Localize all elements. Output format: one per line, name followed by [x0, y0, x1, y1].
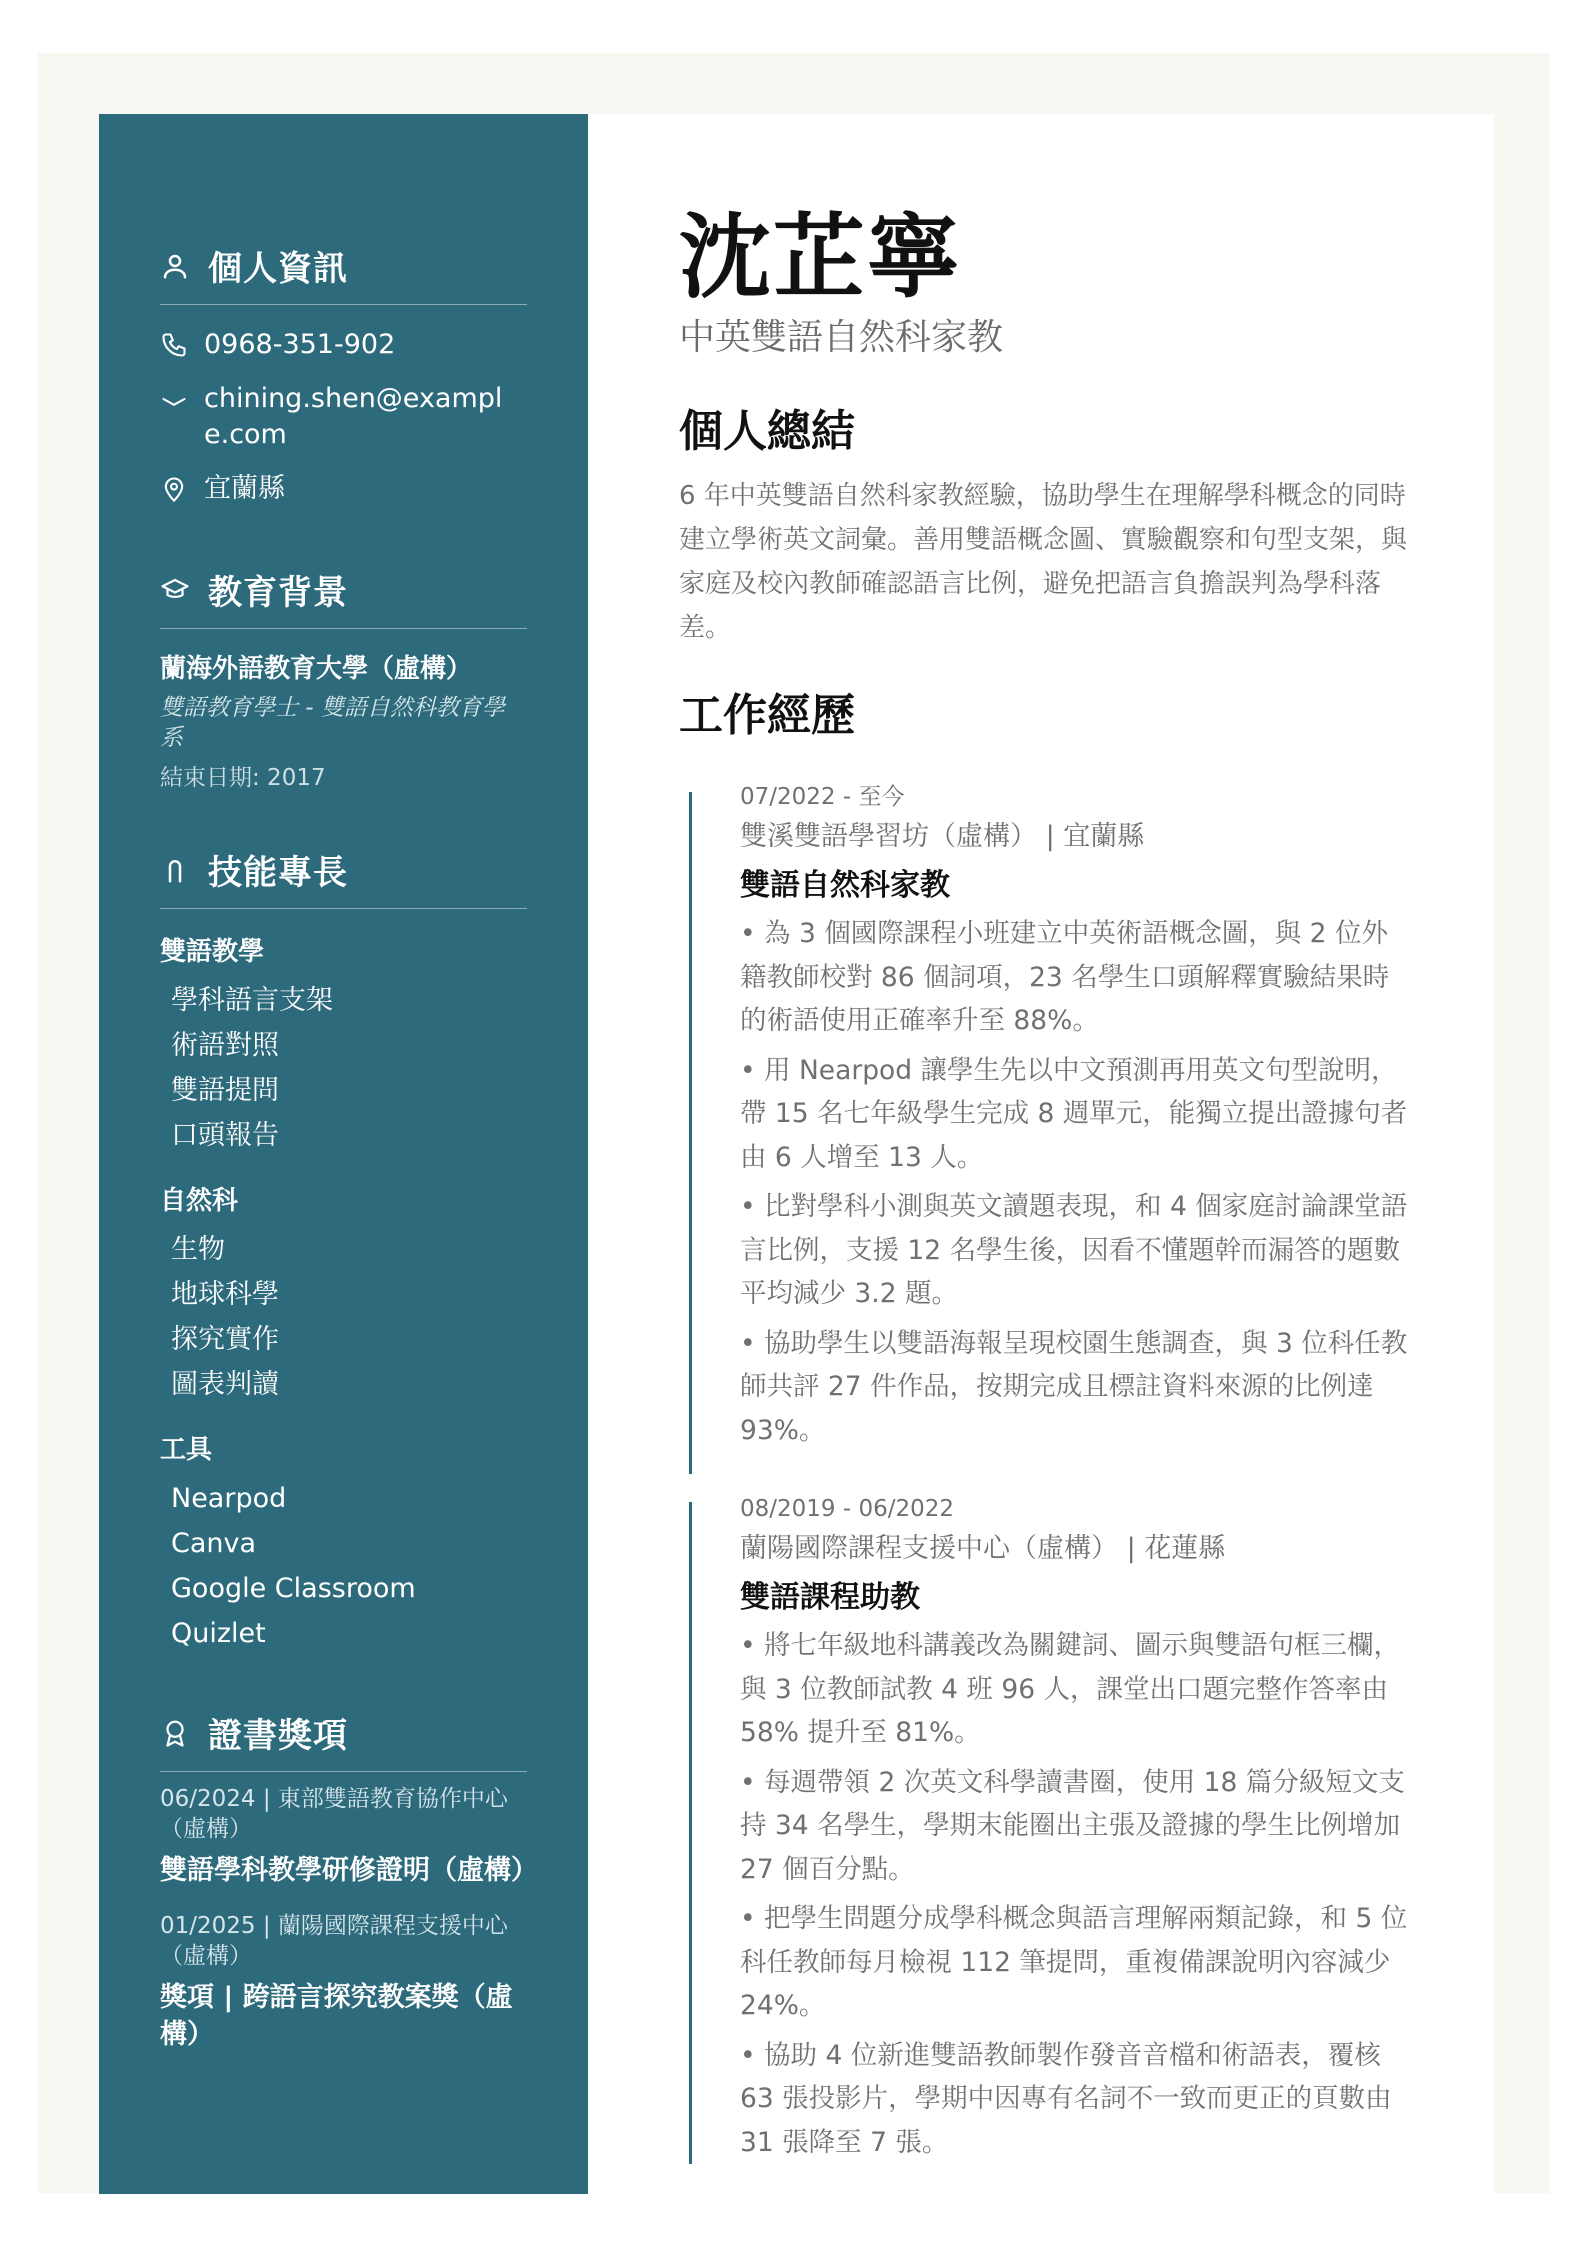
job-list	[679, 780, 1414, 2164]
skill-category: 自然科	[160, 1186, 239, 1216]
magnet-icon	[160, 855, 190, 885]
email-address[interactable]: chining.shen@example.com	[204, 383, 503, 450]
skill-item: 術語對照	[171, 1030, 279, 1061]
job-bullet: • 每週帶領 2 次英文科學讀書圈，使用 18 篇分級短文支持 34 名學生，學期末能圈出主張及證據的學生比例增加 27 個百分點。	[740, 1766, 1405, 1885]
job-bullet: • 協助學生以雙語海報呈現校園生態調查，與 3 位科任教師共評 27 件作品，按期完成且標註資料來源的比例達 93%。	[740, 1327, 1408, 1446]
job-date: 07/2022 - 至今	[740, 784, 905, 810]
cert-meta: 06/2024 | 東部雙語教育協作中心（虛構）	[160, 1786, 508, 1842]
skill-item: 探究實作	[171, 1324, 279, 1355]
main-content	[588, 114, 1494, 2194]
phone-icon	[160, 331, 188, 359]
personal-info-section	[160, 241, 527, 507]
skills-header	[160, 845, 527, 909]
job-bullet: • 比對學科小測與英文讀題表現，和 4 個家庭討論課堂語言比例，支援 12 名學生後，因看不懂題幹而漏答的題數平均減少 3.2 題。	[740, 1191, 1408, 1309]
job-date: 08/2019 - 06/2022	[740, 1496, 955, 1522]
skill-item: 地球科學	[171, 1279, 279, 1310]
skill-item: Quizlet	[171, 1618, 266, 1649]
job-bullet: • 協助 4 位新進雙語教師製作發音音檔和術語表，覆核 63 張投影片，學期中因專有名詞不一致而更正的頁數由 31 張降至 7 張。	[740, 2039, 1392, 2158]
skills-section	[160, 845, 527, 1656]
cert-title: 獎項 | 跨語言探究教案獎（虛構）	[160, 1982, 513, 2050]
cert-item	[160, 1911, 527, 2053]
cert-item	[160, 1784, 538, 1889]
experience-title: 工作經歷	[679, 690, 855, 741]
cert-meta: 01/2025 | 蘭陽國際課程支援中心（虛構）	[160, 1913, 508, 1969]
person-icon	[160, 251, 190, 281]
certs-section	[160, 1708, 538, 2053]
job-company: 蘭陽國際課程支援中心（虛構） | 花蓮縣	[740, 1533, 1226, 1564]
experience-section	[679, 688, 1414, 2164]
education-header	[160, 565, 527, 629]
job-title: 雙語課程助教	[740, 1580, 920, 1615]
skill-item: Nearpod	[171, 1483, 287, 1514]
education-title: 教育背景	[208, 573, 348, 613]
cert-title: 雙語學科教學研修證明（虛構）	[160, 1855, 538, 1886]
email-row	[160, 381, 527, 453]
skill-groups	[160, 931, 527, 1656]
certs-header	[160, 1708, 527, 1772]
phone-number: 0968-351-902	[204, 329, 396, 360]
certs-title: 證書獎項	[208, 1716, 348, 1756]
sidebar	[99, 114, 588, 2194]
end-date: 結束日期: 2017	[160, 765, 326, 791]
job-bullet: • 將七年級地科講義改為關鍵詞、圖示與雙語句框三欄，與 3 位教師試教 4 班 96 人，課堂出口題完整作答率由 58% 提升至 81%。	[740, 1630, 1401, 1748]
job-bullet: • 為 3 個國際課程小班建立中英術語概念圖，與 2 位外籍教師校對 86 個詞項，23 名學生口頭解釋實驗結果時的術語使用正確率升至 88%。	[740, 918, 1390, 1036]
location-row	[160, 471, 527, 507]
skill-category: 雙語教學	[160, 937, 265, 967]
education-section	[160, 565, 527, 793]
job-title: 雙語自然科家教	[740, 868, 950, 903]
job-bullet: • 把學生問題分成學科概念與語言理解兩類記錄，和 5 位科任教師每月檢視 112 筆提問，重複備課說明內容減少 24%。	[740, 1903, 1408, 2021]
job-entry	[679, 780, 1414, 1452]
chevron-down-icon	[160, 385, 188, 413]
summary-text: 6 年中英雙語自然科家教經驗，協助學生在理解學科概念的同時建立學術英文詞彙。善用雙語概念圖、實驗觀察和句型支架，與家庭及校內教師確認語言比例，避免把語言負擔誤判為學科落差。	[679, 481, 1408, 643]
timeline-bar	[689, 1502, 692, 2164]
personal-info-title: 個人資訊	[208, 249, 348, 289]
candidate-name: 沈芷寧	[679, 204, 962, 311]
summary-title: 個人總結	[679, 406, 855, 457]
award-ribbon-icon	[160, 1718, 190, 1748]
skill-item: 生物	[171, 1234, 225, 1265]
job-entry	[679, 1492, 1414, 2164]
skills-title: 技能專長	[208, 853, 348, 893]
graduation-cap-icon	[160, 575, 190, 605]
degree-text: 雙語教育學士 - 雙語自然科教育學系	[160, 695, 505, 751]
timeline-bar	[689, 792, 692, 1474]
candidate-subtitle: 中英雙語自然科家教	[679, 317, 1004, 358]
skill-item: 圖表判讀	[171, 1369, 279, 1400]
location-pin-icon	[160, 475, 188, 503]
personal-info-header	[160, 241, 527, 305]
skill-item: 雙語提問	[171, 1075, 279, 1106]
skill-category: 工具	[160, 1435, 213, 1465]
phone-row	[160, 327, 527, 363]
school-name: 蘭海外語教育大學（虛構）	[160, 654, 473, 684]
skill-item: 學科語言支架	[171, 985, 333, 1016]
job-company: 雙溪雙語學習坊（虛構） | 宜蘭縣	[740, 821, 1145, 852]
job-bullet: • 用 Nearpod 讓學生先以中文預測再用英文句型說明，帶 15 名七年級學生完成 8 週單元，能獨立提出證據句者由 6 人增至 13 人。	[740, 1054, 1408, 1173]
skill-item: Canva	[171, 1528, 257, 1559]
skill-item: 口頭報告	[171, 1120, 279, 1151]
location-text: 宜蘭縣	[204, 473, 285, 504]
summary-section	[679, 404, 1414, 650]
skill-item: Google Classroom	[171, 1573, 416, 1604]
